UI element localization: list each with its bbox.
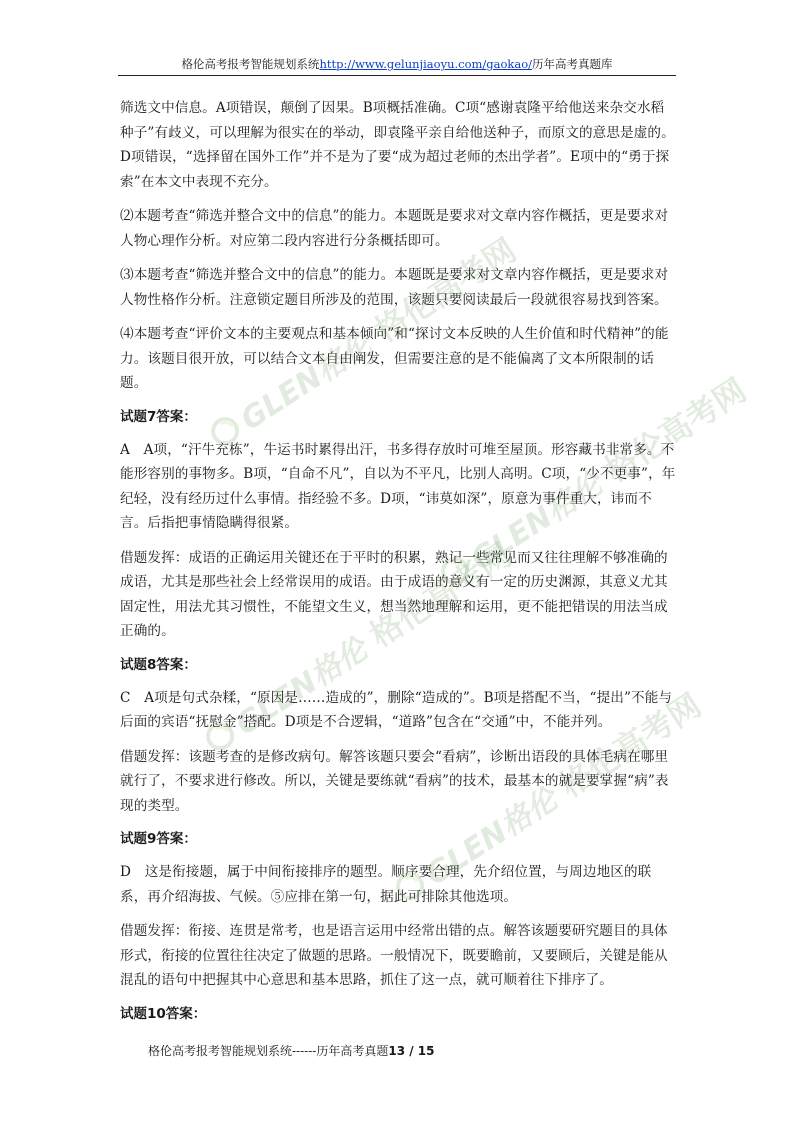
watermark-logo-text: GLEN格伦 — [234, 326, 380, 438]
body-paragraph: C A项是句式杂糅，“原因是……造成的”，删除“造成的”。B项是搭配不当，“提出”不能与后面的宾语“抚慰金”搭配。D项是不合逻辑，“道路”包含在“交通”中，不能并列。 — [120, 689, 673, 730]
body-paragraph: ⑵本题考查“筛选并整合文中的信息”的能力。本题既是要求对文章内容作概括，更是要求对人物心理作分析。对应第二段内容进行分条概括即可。 — [120, 208, 669, 249]
body-paragraph: 筛选文中信息。A项错误，颠倒了因果。B项概括准确。C项“感谢袁隆平给他送来杂交水稻种子”有歧义，可以理解为很实在的举动，即袁隆平亲自给他送种子，而原文的意思是虚的。D项错误，“选择留在国外工作”并不是为了要“成为超过老师的杰出学者”。E项中的“勇于探索”在本文中表现不充分。 — [120, 100, 675, 190]
body-paragraph: ⑷本题考查“评价文本的主要观点和基本倾向”和“探讨文本反映的人生价值和时代精神”的能力。该题目很开放，可以结合文本自由阐发，但需要注意的是不能偏离了文本所限制的话题。 — [120, 326, 669, 391]
watermark-name-text: 格伦高考网 — [553, 685, 708, 805]
body-paragraph: 借题发挥：成语的正确运用关键还在于平时的积累，熟记一些常见而又往往理解不够准确的成语，尤其是那些社会上经常误用的成语。由于成语的意义有一定的历史渊源，其意义尤其固定性，用法尤其习惯性，不能望文生义，想当然地理解和运用，更不能把错误的用法当成正确的。 — [120, 549, 668, 639]
header-link[interactable]: http://www.gelunjiaoyu.com/gaokao/ — [319, 57, 533, 71]
header-suffix: 历年高考真题库 — [532, 57, 613, 71]
watermark-logo-text: GLEN格伦 — [419, 781, 565, 893]
watermark-logo-text: GLEN格伦 — [464, 466, 610, 578]
body-paragraph: D 这是衔接题，属于中间衔接排序的题型。顺序要合理，先介绍位置，与周边地区的联系，再介绍海拔、气候。⑤应排在第一句，据此可排除其他选项。 — [120, 864, 652, 905]
body-paragraph: 借题发挥：该题考查的是修改病句。解答该题只要会“看病”，诊断出语段的具体毛病在哪里就行了，不要求进行修改。所以，关键是要练就“看病”的技术，最基本的就是要掌握“病”表现的类型。 — [120, 748, 669, 814]
watermark-name-text: 格伦高考网 — [598, 370, 753, 490]
footer-text: 格伦高考报考智能规划系统------历年高考真题 — [148, 1044, 389, 1058]
watermark-name-text: 格伦高考网 — [368, 230, 523, 350]
page-header — [118, 56, 676, 76]
body-paragraph: A A项，“汗牛充栋”，牛运书时累得出汗，书多得存放时可堆至屋顶。形容藏书非常多。不能形容别的事物多。B项，“自命不凡”，自以为不平凡，比别人高明。C项，“少不更事”，年纪轻，没有经历过什么事情。指经验不多。D项，“讳莫如深”，原意为事件重大，讳而不言。后指把事情隐瞒得很紧。 — [120, 441, 676, 531]
body-paragraph: 借题发挥：衔接、连贯是常考，也是语言运用中经常出错的点。解答该题要研究题目的具体形式，衔接的位置往往决定了做题的思路。一般情况下，既要瞻前，又要顾后，关键是能从混乱的语句中把握其中心意思和基本思路，抓住了这一点，就可顺着往下排序了。 — [120, 923, 668, 988]
page-number: 13 / 15 — [388, 1044, 435, 1058]
answer-heading: 试题10答案： — [120, 1005, 207, 1022]
watermark-logo-text: GLEN格伦 — [229, 631, 375, 743]
watermark-name-text: 格伦高考网 — [363, 535, 518, 655]
answer-heading: 试题8答案： — [120, 656, 197, 673]
answer-heading: 试题7答案： — [120, 408, 197, 425]
body-paragraph: ⑶本题考查“筛选并整合文中的信息”的能力。本题既是要求对文章内容作概括，更是要求对人物性格作分析。注意锁定题目所涉及的范围，该题只要阅读最后一段就很容易找到答案。 — [120, 267, 669, 308]
document-body — [120, 96, 676, 1035]
answer-heading: 试题9答案： — [120, 831, 197, 847]
page-footer — [148, 1043, 434, 1059]
header-prefix: 格伦高考报考智能规划系统 — [181, 57, 320, 71]
